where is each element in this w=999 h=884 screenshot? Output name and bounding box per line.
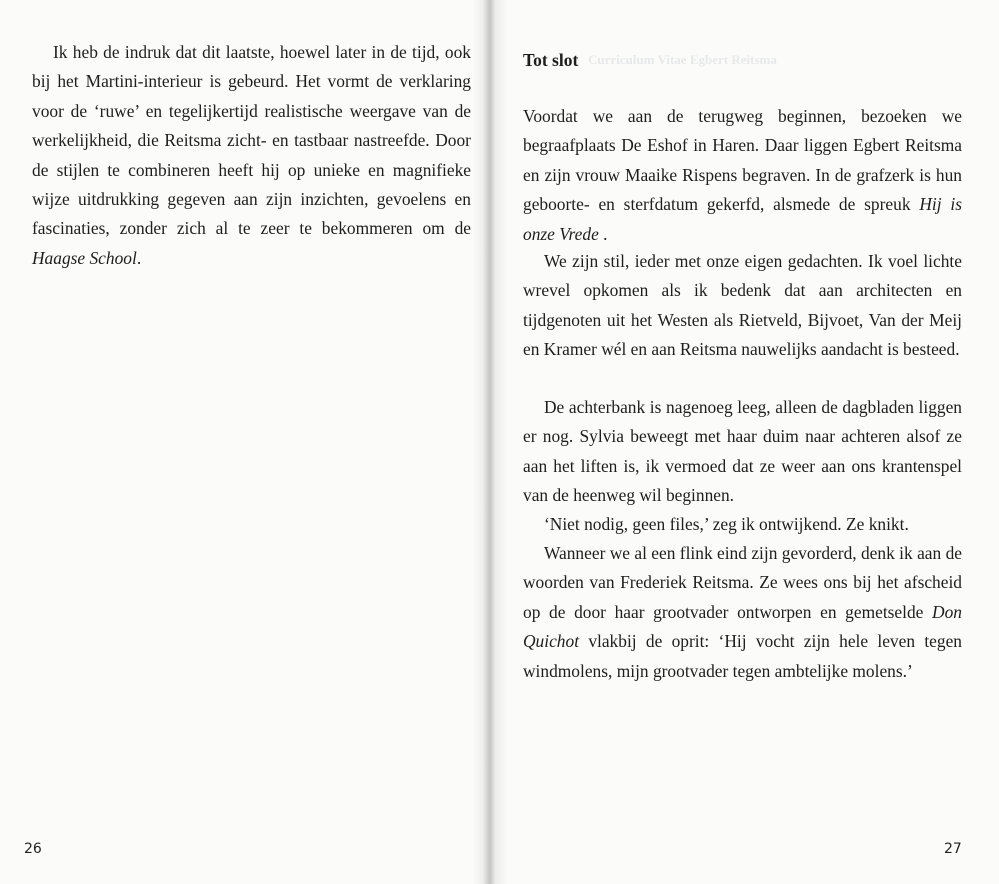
line: Wanneer we al een flink eind zijn gevorderd, denk ik [544,543,913,563]
line: verklaring voor de ‘ruwe’ en tegelijkertijd realistische [32,71,471,121]
italic-quote: Hij is onze Vrede [523,194,962,244]
line: alsof ze aan het liften is, ik vermoed dat ze weer aan ons [523,426,962,476]
line: grafzerk is hun geboorte- en sterfdatum gekerfd, alsmede [523,164,962,215]
line: op unieke en magnifieke wijze uitdrukking gegeven aan [32,159,471,210]
line: ‘Niet nodig, geen files,’ zeg ik ontwijkend. Ze knikt. [544,514,909,534]
italic-term: Haagse School [32,247,137,268]
line: We zijn stil, ieder met onze eigen gedachten. Ik voel [544,251,918,271]
paragraph-1 [523,102,962,249]
page-number-left: 26 [24,841,42,857]
line: de spreuk [838,194,911,215]
left-paragraph [32,38,471,273]
paragraph-5 [523,539,962,686]
line: liggen er nog. Sylvia beweegt met haar duim naar achteren [523,397,962,447]
line: zeer te bekommeren om de [260,218,471,239]
line: weergave van de werkelijkheid, die Reitsma zicht- en [32,100,471,151]
line: aandacht is besteed. [820,339,960,360]
line: ook bij het Martini-interieur is gebeurd. Het vormt de [32,42,471,92]
line: Ik heb de indruk dat dit laatste, hoewel later in de tijd, [53,42,440,62]
line: Reitsma en zijn vrouw Maaike Rispens begraven. In de [523,135,962,185]
line: ambtelijke molens.’ [774,660,913,681]
show-through-text: Curriculum Vitae Egbert Reitsma [588,52,777,67]
paragraph-3 [523,393,962,511]
page-number-right: 27 [944,841,962,857]
line: het afscheid op de door haar grootvader ontworpen en [523,572,962,622]
section-heading: Tot slot [523,50,579,70]
paragraph-4 [523,510,962,539]
line: De achterbank is nagenoeg leeg, alleen de dagbladen [544,397,914,417]
line: krantenspel van de heenweg wil beginnen. [523,455,962,506]
line: vlakbij de oprit: ‘Hij vocht zijn [579,631,830,652]
line: zijn inzichten, gevoelens en fascinaties, zonder zich al te [32,189,471,239]
line: en tijdgenoten uit het Westen als Rietveld, Bijvoet, Van [523,280,962,330]
paragraph-2 [523,247,962,365]
italic-title: Don Quichot [523,601,962,652]
line: aan de woorden van Frederiek Reitsma. Ze wees ons bij [523,543,962,593]
line: tastbaar nastreefde. Door de stijlen te combineren heeft hij [32,130,471,180]
line: lichte wrevel opkomen als ik bedenk dat aan architecten [523,251,962,301]
punct: . [136,247,142,268]
line: begraafplaats De Eshof in Haren. Daar liggen Egbert [523,135,900,156]
line: Voordat we aan de terugweg beginnen, bezoeken we [523,106,962,126]
punct: . [598,223,608,244]
line: gemetselde [845,601,924,622]
line: hele leven tegen windmolens, mijn grootvader tegen [523,631,962,681]
line: der Meij en Kramer wél en aan Reitsma nauwelijks [523,309,963,360]
